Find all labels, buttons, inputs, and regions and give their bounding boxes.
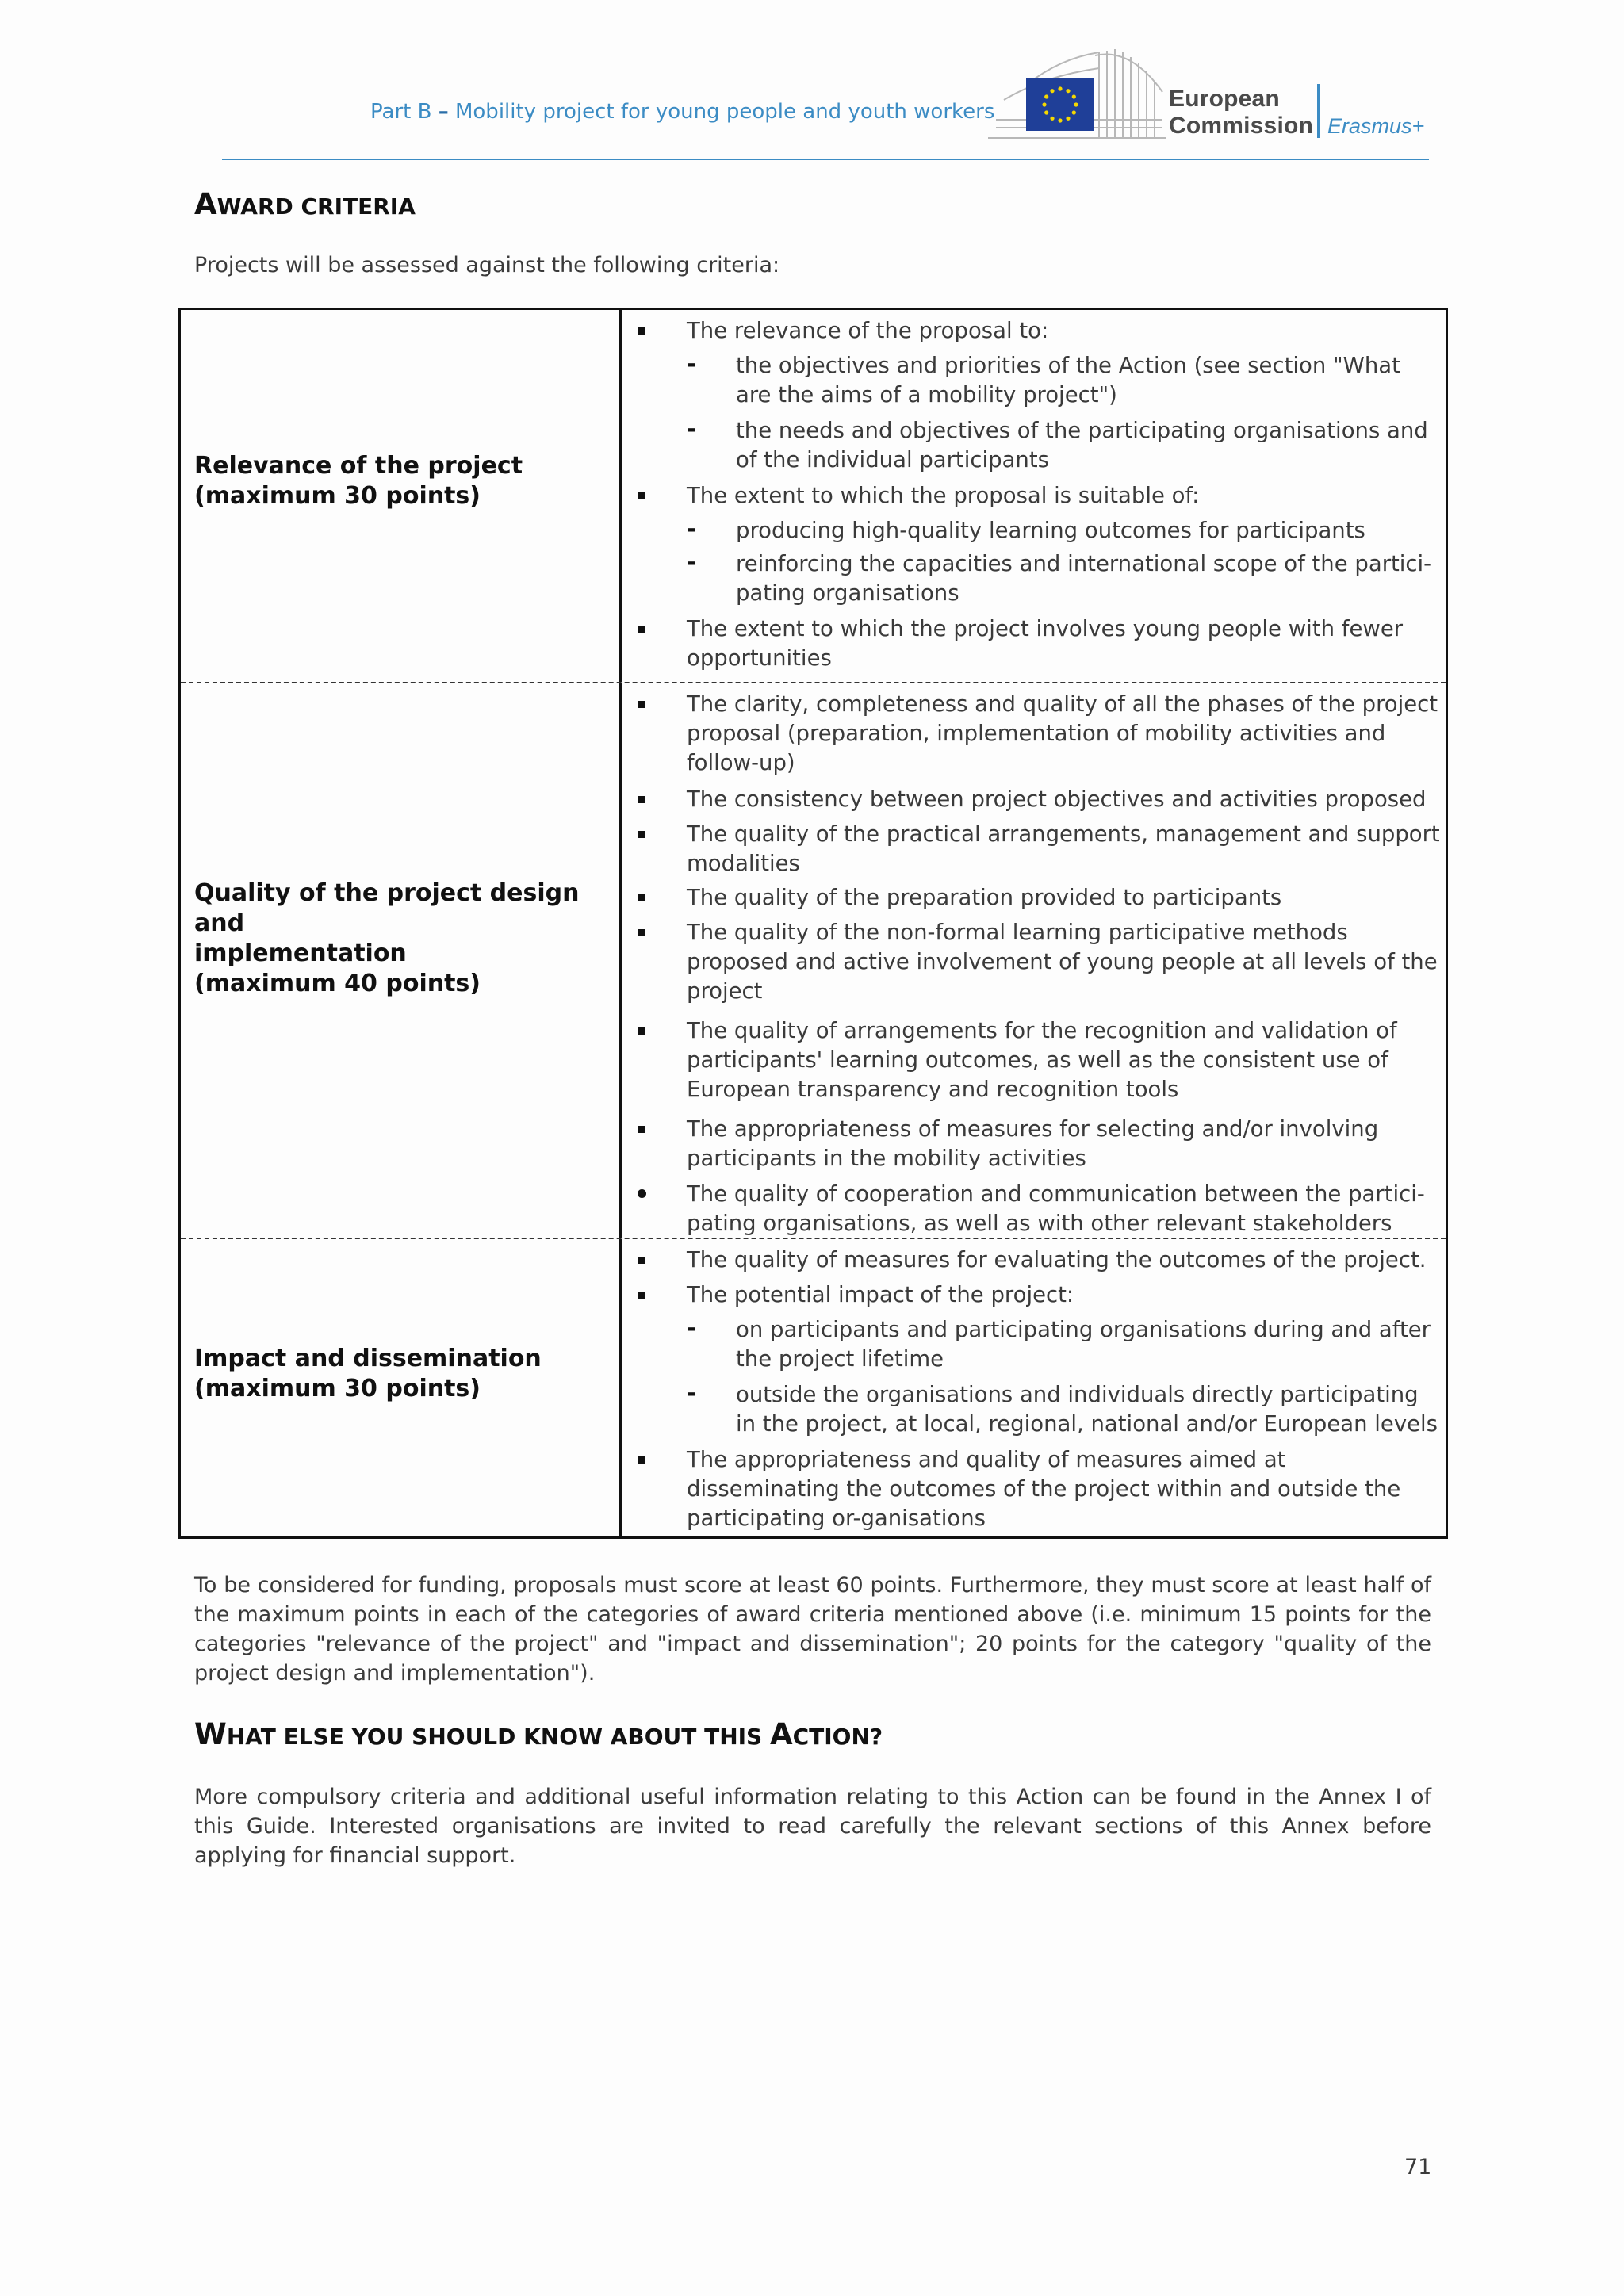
criterion-label-line: Impact and dissemination	[194, 1345, 542, 1372]
ec-logo-text	[1169, 86, 1313, 140]
list-item-text: The quality of the preparation provided to participants	[687, 885, 1282, 910]
criterion-label-line: (maximum 30 points)	[194, 1375, 481, 1402]
header-dash: –	[438, 100, 449, 124]
header-rule	[222, 159, 1429, 160]
criterion-label	[194, 878, 615, 999]
list-item-text: The quality of the non-formal learning participative methods proposed and active involvement of young people at all levels of the project	[687, 920, 1438, 1004]
square-bullet-icon	[638, 831, 645, 838]
square-bullet-icon	[638, 1126, 645, 1133]
list-item-text: the objectives and priorities of the Action (see section "What are the aims of a mobility project")	[736, 353, 1400, 408]
logo-line-1: European	[1169, 86, 1280, 112]
criteria-table	[178, 308, 1448, 1539]
list-item-text: producing high-quality learning outcomes for participants	[736, 518, 1365, 543]
list-item-text: reinforcing the capacities and international scope of the partici-pating organisations	[736, 551, 1432, 606]
list-item-text: on participants and participating organisations during and after the project lifetime	[736, 1317, 1431, 1372]
square-bullet-icon	[638, 626, 645, 633]
criterion-label-line: implementation	[194, 939, 407, 967]
square-bullet-icon	[638, 796, 645, 803]
square-bullet-icon	[638, 1456, 645, 1464]
square-bullet-icon	[638, 492, 645, 499]
square-bullet-icon	[638, 701, 645, 708]
page-header-title	[370, 100, 994, 124]
dash-bullet-icon: -	[687, 515, 697, 543]
list-item-text: The relevance of the proposal to:	[687, 318, 1049, 343]
square-bullet-icon	[638, 894, 645, 901]
list-item-text: outside the organisations and individuals directly participating in the project, at local, regional, national and/or European levels	[736, 1382, 1438, 1437]
criterion-label-line: Relevance of the project	[194, 452, 523, 480]
list-item-text: The appropriateness of measures for selecting and/or involving participants in the mobility activities	[687, 1116, 1379, 1171]
erasmus-logo-text: Erasmus+	[1327, 114, 1425, 138]
header-title: Mobility project for young people and youth workers	[454, 100, 995, 124]
list-item-text: The quality of measures for evaluating the outcomes of the project.	[687, 1247, 1427, 1272]
list-item-text: The quality of the practical arrangements, management and support modalities	[687, 821, 1440, 876]
what-else-text: More compulsory criteria and additional useful information relating to this Action can be found in the Annex I of this Guide. Interested organisations are invited to read carefully the relevant sections of this Annex before applying for financial support.	[194, 1785, 1431, 1868]
heading-initial: A	[194, 187, 217, 221]
dash-bullet-icon: -	[687, 1314, 697, 1342]
criterion-label-line: (maximum 40 points)	[194, 970, 481, 997]
list-item-text: The quality of arrangements for the recognition and validation of participants' learning outcomes, as well as the consistent use of European transparency and recognition tools	[687, 1018, 1397, 1102]
list-item-text: The clarity, completeness and quality of all the phases of the project proposal (preparation, implementation of mobility activities and follow-up)	[687, 691, 1438, 775]
square-bullet-icon	[638, 327, 645, 335]
funding-note: To be considered for funding, proposals must score at least 60 points. Furthermore, they must score at least half of the maximum points in each of the categories of award criteria mentioned above (i.e. minimum 15 points for the categories "relevance of the project" and "impact and dissemination"; 20 points for the category "quality of the project design and implementation").	[194, 1573, 1431, 1686]
dash-bullet-icon: -	[687, 549, 697, 576]
table-row	[181, 310, 1446, 683]
logo-line-2: Commission	[1169, 113, 1314, 139]
intro-text: Projects will be assessed against the following criteria:	[194, 253, 780, 277]
square-bullet-icon	[638, 929, 645, 936]
heading-initial: A	[769, 1717, 793, 1751]
what-else-heading	[194, 1717, 883, 1751]
round-bullet-icon	[638, 1189, 646, 1198]
dash-bullet-icon: -	[687, 415, 697, 443]
header-part: Part B	[370, 100, 432, 124]
table-row	[181, 1239, 1446, 1536]
dash-bullet-icon: -	[687, 1380, 697, 1407]
heading-rest: HAT ELSE YOU SHOULD KNOW ABOUT THIS	[226, 1724, 770, 1750]
square-bullet-icon	[638, 1257, 645, 1264]
list-item-text: The potential impact of the project:	[687, 1282, 1074, 1307]
square-bullet-icon	[638, 1027, 645, 1035]
list-item-text: The extent to which the proposal is suitable of:	[687, 483, 1200, 508]
criterion-label	[194, 451, 615, 511]
criterion-label	[194, 1344, 615, 1404]
dash-bullet-icon: -	[687, 350, 697, 378]
criterion-label-line: (maximum 30 points)	[194, 482, 481, 510]
list-item-text: the needs and objectives of the participating organisations and of the individual participants	[736, 418, 1428, 473]
page-number: 71	[1404, 2155, 1432, 2179]
table-column-divider	[619, 683, 622, 1238]
criterion-label-line: Quality of the project design and	[194, 879, 580, 937]
square-bullet-icon	[638, 1292, 645, 1299]
eu-flag-icon	[1026, 78, 1094, 131]
table-column-divider	[619, 310, 622, 682]
table-row	[181, 683, 1446, 1239]
table-column-divider	[619, 1239, 622, 1536]
heading-initial: W	[194, 1717, 227, 1751]
heading-rest: WARD CRITERIA	[216, 193, 416, 220]
heading-rest: CTION?	[792, 1724, 883, 1750]
list-item-text: The appropriateness and quality of measures aimed at disseminating the outcomes of the project within and outside the participating or-ganisations	[687, 1447, 1401, 1531]
list-item-text: The extent to which the project involves young people with fewer opportunities	[687, 616, 1404, 671]
list-item-text: The quality of cooperation and communication between the partici-pating organisations, as well as with other relevant stakeholders	[687, 1181, 1425, 1236]
list-item-text: The consistency between project objectives and activities proposed	[687, 786, 1427, 812]
logo-separator	[1317, 84, 1320, 138]
award-criteria-heading	[194, 187, 416, 221]
